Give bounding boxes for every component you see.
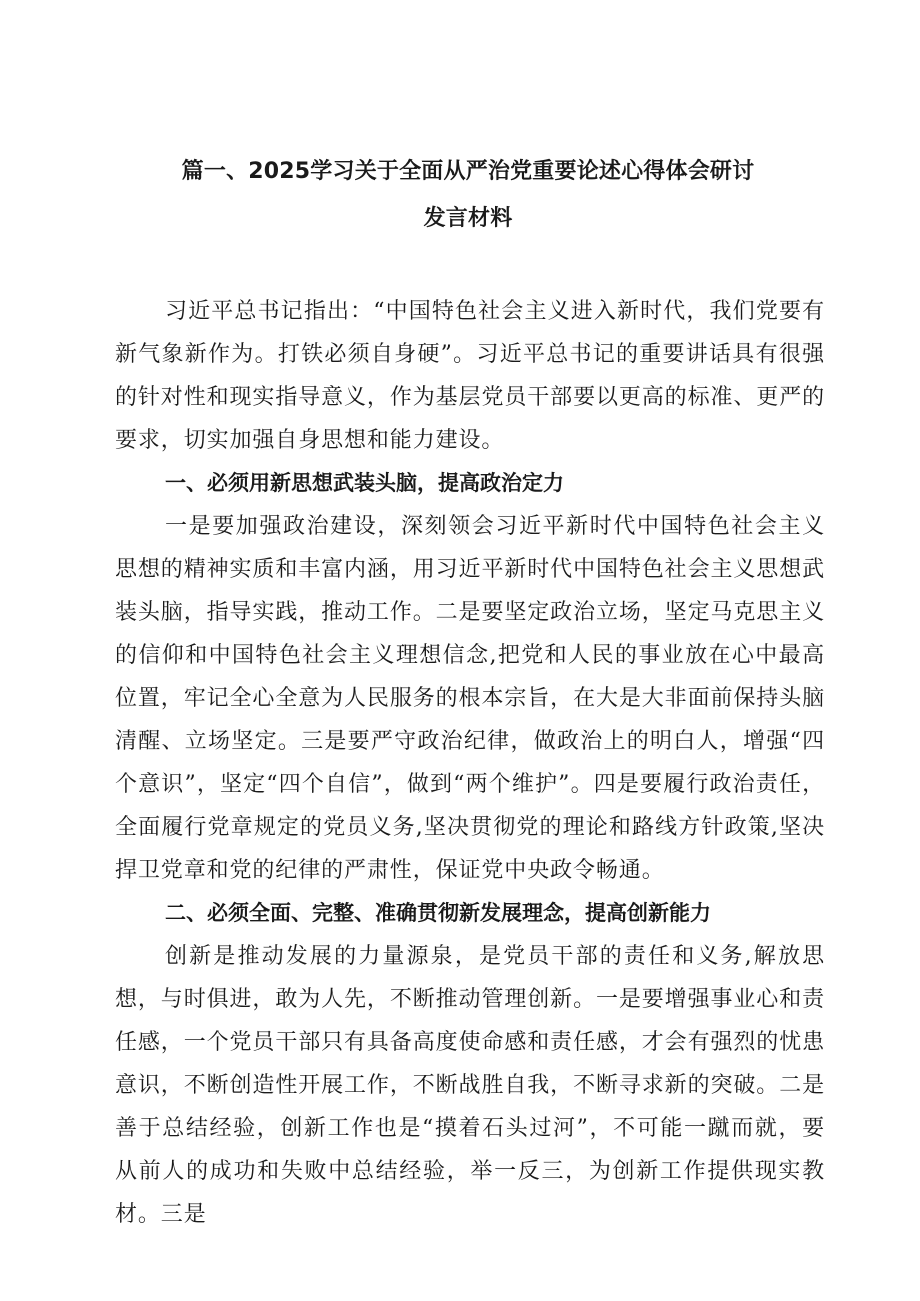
- intro-paragraph: 习近平总书记指出：“中国特色社会主义进入新时代，我们党要有新气象新作为。打铁必须自身硬”。习近平总书记的重要讲话具有很强的针对性和现实指导意义，作为基层党员干部要以更高的标准、更严的要求，切实加强自身思想和能力建设。: [115, 299, 825, 453]
- document-title-line2: 发言材料: [423, 206, 513, 231]
- section1-paragraph: 一是要加强政治建设，深刻领会习近平新时代中国特色社会主义思想的精神实质和丰富内涵，用习近平新时代中国特色社会主义思想武装头脑，指导实践，推动工作。二是要坚定政治立场，坚定马克思主义的信仰和中国特色社会主义理想信念,把党和人民的事业放在心中最高位置，牢记全心全意为人民服务的根本宗旨，在大是大非面前保持头脑清醒、立场坚定。三是要严守政治纪律，做政治上的明白人，增强“四个意识”，坚定“四个自信”，做到“两个维护”。四是要履行政治责任，全面履行党章规定的党员义务,坚决贯彻党的理论和路线方针政策,坚决捍卫党章和党的纪律的严肃性，保证党中央政令畅通。: [115, 514, 825, 883]
- document-title-line1: 篇一、2025学习关于全面从严治党重要论述心得体会研讨: [181, 159, 755, 184]
- section2-heading: 二、必须全面、完整、准确贯彻新发展理念，提高创新能力: [165, 901, 711, 925]
- section2-paragraph: 创新是推动发展的力量源泉，是党员干部的责任和义务,解放思想，与时俱进，敢为人先，不断推动管理创新。一是要增强事业心和责任感，一个党员干部只有具备高度使命感和责任感，才会有强烈的忧患意识，不断创造性开展工作，不断战胜自我，不断寻求新的突破。二是善于总结经验，创新工作也是“摸着石头过河”，不可能一蹴而就，要从前人的成功和失败中总结经验，举一反三，为创新工作提供现实教材。三是: [115, 944, 825, 1227]
- section1-heading: 一、必须用新思想武装头脑，提高政治定力: [165, 471, 564, 495]
